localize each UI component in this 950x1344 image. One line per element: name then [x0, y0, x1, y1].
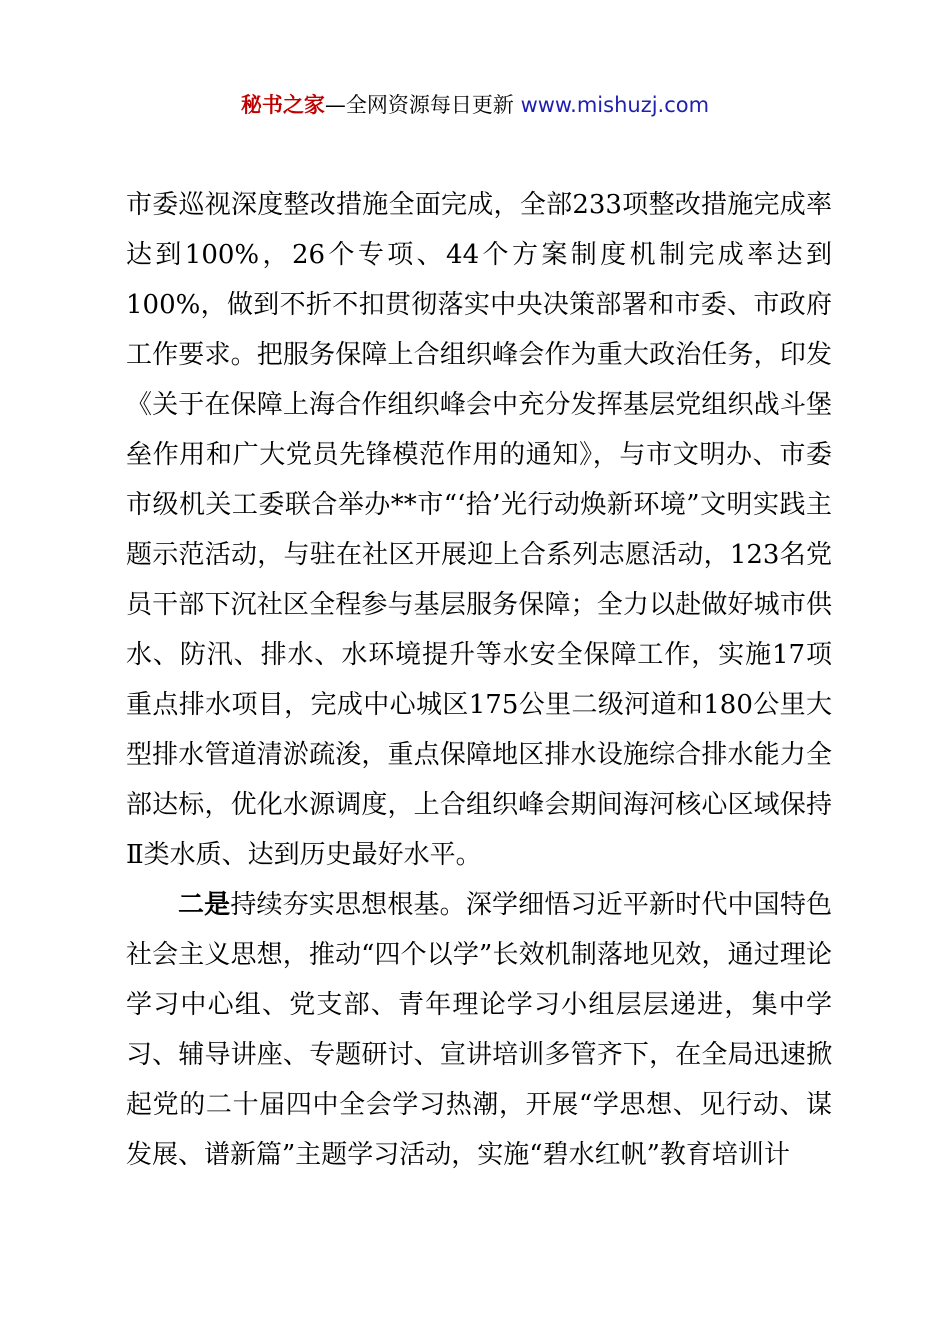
site-header — [0, 88, 950, 122]
paragraph-text: 市委巡视深度整改措施全面完成，全部233项整改措施完成率达到100%，26个专项、44个方案制度机制完成率达到100%，做到不折不扣贯彻落实中央决策部署和市委、市政府工作要求。把服务保障上合组织峰会作为重大政治任务，印发《关于在保障上海合作组织峰会中充分发挥基层党组织战斗堡垒作用和广大党员先锋模范作用的通知》，与市文明办、市委市级机关工委联合举办**市“‘拾’光行动焕新环境”文明实践主题示范活动，与驻在社区开展迎上合系列志愿活动，123名党员干部下沉社区全程参与基层服务保障；全力以赴做好城市供水、防汛、排水、水环境提升等水安全保障工作，实施17项重点排水项目，完成中心城区175公里二级河道和180公里大型排水管道清淤疏浚，重点保障地区排水设施综合排水能力全部达标，优化水源调度，上合组织峰会期间海河核心区域保持Ⅱ类水质、达到历史最好水平。 — [126, 190, 832, 870]
site-url-link[interactable]: www.mishuzj.com — [520, 93, 710, 117]
header-tagline: —全网资源每日更新 — [324, 93, 521, 117]
brand-name: 秘书之家 — [240, 93, 325, 117]
document-body — [126, 180, 832, 1180]
paragraph-continuation — [126, 180, 832, 880]
paragraph-lead: 二是 — [178, 890, 231, 920]
paragraph-text: 持续夯实思想根基。深学细悟习近平新时代中国特色社会主义思想，推动“四个以学”长效机制落地见效，通过理论学习中心组、党支部、青年理论学习小组层层递进，集中学习、辅导讲座、专题研讨、宣讲培训多管齐下，在全局迅速掀起党的二十届四中全会学习热潮，开展“学思想、见行动、谋发展、谱新篇”主题学习活动，实施“碧水红帆”教育培训计 — [126, 890, 832, 1170]
paragraph-second-point — [126, 880, 832, 1180]
